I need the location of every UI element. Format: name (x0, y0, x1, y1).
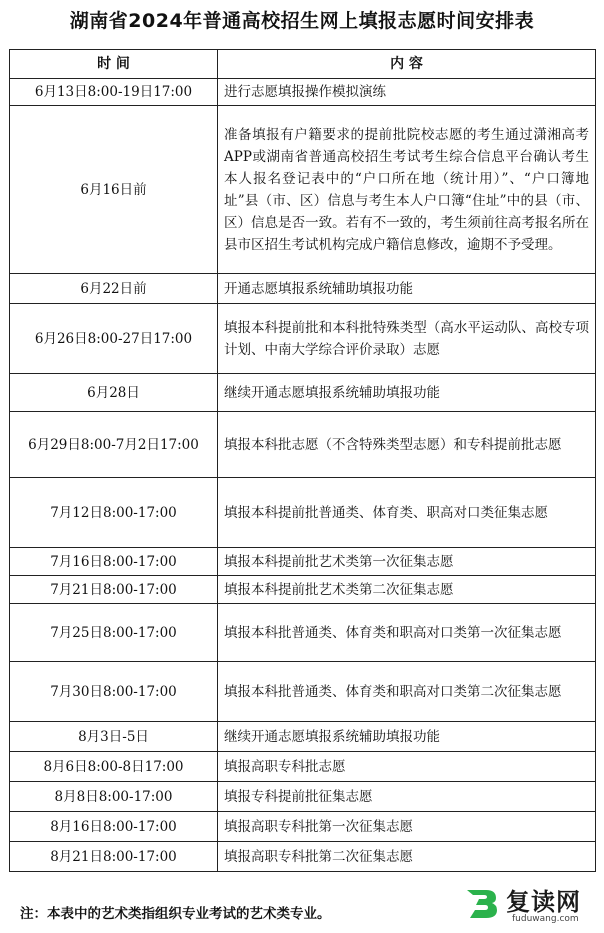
row-time: 8月16日8:00-17:00 (10, 812, 218, 842)
row-content: 填报本科提前批和本科批特殊类型（高水平运动队、高校专项计划、中南大学综合评价录取）志愿 (218, 304, 596, 374)
row-time: 6月29日8:00-7月2日17:00 (10, 412, 218, 478)
table-row (10, 604, 596, 662)
row-time: 6月28日 (10, 374, 218, 412)
row-time: 7月16日8:00-17:00 (10, 548, 218, 576)
table-row (10, 274, 596, 304)
row-time: 7月30日8:00-17:00 (10, 662, 218, 722)
row-time: 6月13日8:00-19日17:00 (10, 79, 218, 106)
table-row (10, 722, 596, 752)
row-time: 6月26日8:00-27日17:00 (10, 304, 218, 374)
table-row (10, 812, 596, 842)
row-content: 开通志愿填报系统辅助填报功能 (218, 274, 596, 304)
row-time: 8月6日8:00-8日17:00 (10, 752, 218, 782)
row-content: 填报本科批志愿（不含特殊类型志愿）和专科提前批志愿 (218, 412, 596, 478)
table-row (10, 304, 596, 374)
row-time: 8月8日8:00-17:00 (10, 782, 218, 812)
table-row (10, 548, 596, 576)
row-content: 继续开通志愿填报系统辅助填报功能 (218, 722, 596, 752)
row-content: 填报本科提前批艺术类第一次征集志愿 (218, 548, 596, 576)
watermark-logo (460, 880, 600, 930)
watermark-name: 复读网 (506, 888, 581, 916)
fuduwang-logo-icon (464, 884, 500, 920)
row-time: 6月22日前 (10, 274, 218, 304)
table-row (10, 79, 596, 106)
row-content: 填报本科批普通类、体育类和职高对口类第一次征集志愿 (218, 604, 596, 662)
row-content: 填报本科提前批艺术类第二次征集志愿 (218, 576, 596, 604)
table-row (10, 782, 596, 812)
row-time: 6月16日前 (10, 106, 218, 274)
table-row (10, 662, 596, 722)
header-time: 时 间 (10, 50, 218, 79)
footnote: 注：本表中的艺术类指组织专业考试的艺术类专业。 (20, 906, 331, 922)
row-time: 8月21日8:00-17:00 (10, 842, 218, 872)
table-row (10, 752, 596, 782)
row-time: 7月12日8:00-17:00 (10, 478, 218, 548)
row-time: 7月21日8:00-17:00 (10, 576, 218, 604)
table-row (10, 576, 596, 604)
table-row (10, 374, 596, 412)
table-row (10, 842, 596, 872)
row-content: 填报高职专科批第一次征集志愿 (218, 812, 596, 842)
table-row (10, 478, 596, 548)
table-row (10, 106, 596, 274)
table-header-row (10, 50, 596, 79)
row-time: 8月3日-5日 (10, 722, 218, 752)
row-content: 继续开通志愿填报系统辅助填报功能 (218, 374, 596, 412)
row-content: 填报高职专科批第二次征集志愿 (218, 842, 596, 872)
row-content: 填报本科批普通类、体育类和职高对口类第二次征集志愿 (218, 662, 596, 722)
row-content: 填报专科提前批征集志愿 (218, 782, 596, 812)
row-content: 进行志愿填报操作模拟演练 (218, 79, 596, 106)
row-time: 7月25日8:00-17:00 (10, 604, 218, 662)
schedule-table (9, 49, 596, 872)
header-content: 内 容 (218, 50, 596, 79)
table-row (10, 412, 596, 478)
page-title: 湖南省2024年普通高校招生网上填报志愿时间安排表 (69, 10, 535, 32)
row-content: 填报高职专科批志愿 (218, 752, 596, 782)
row-content: 填报本科提前批普通类、体育类、职高对口类征集志愿 (218, 478, 596, 548)
row-content: 准备填报有户籍要求的提前批院校志愿的考生通过潇湘高考APP或湖南省普通高校招生考试考生综合信息平台确认考生本人报名登记表中的“户口所在地（统计用）”、“户口簿地址”县（市、区）信息与考生本人户口簿“住址”中的县（市、区）信息是否一致。若有不一致的，考生须前往高考报名所在县市区招生考试机构完成户籍信息修改，逾期不予受理。 (218, 106, 596, 274)
watermark-url: fuduwang.com (512, 914, 579, 924)
